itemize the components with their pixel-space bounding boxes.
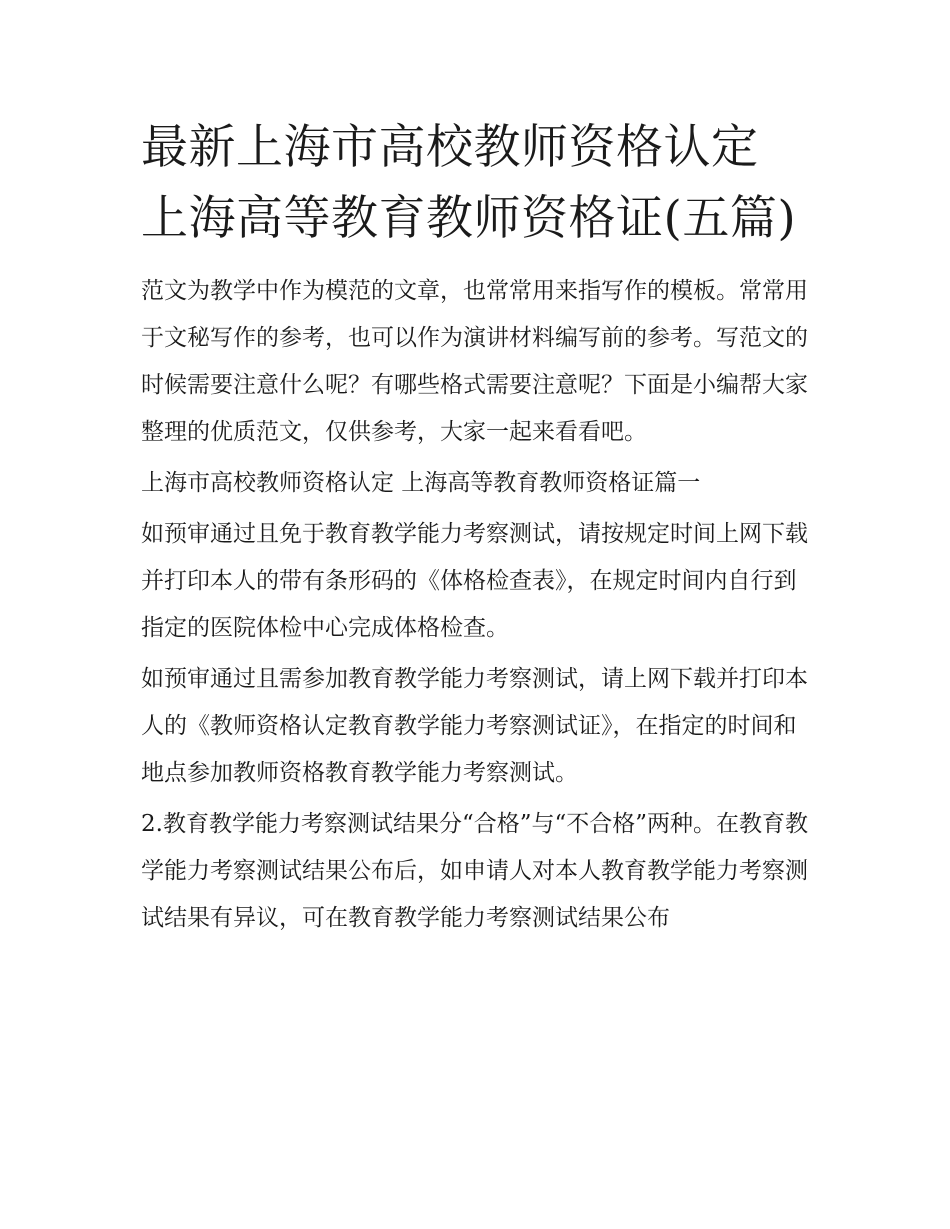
paragraph-exemption: 如预审通过且免于教育教学能力考察测试，请按规定时间上网下载并打印本人的带有条形码的《体格检查表》，在规定时间内自行到指定的医院体检中心完成体格检查。 xyxy=(141,521,808,641)
document-title: 最新上海市高校教师资格认定 上海高等教育教师资格证(五篇) xyxy=(141,120,797,246)
document-page xyxy=(141,112,813,946)
paragraph-test: 如预审通过且需参加教育教学能力考察测试，请上网下载并打印本人的《教师资格认定教育教学能力考察测试证》，在指定的时间和地点参加教师资格教育教学能力考察测试。 xyxy=(141,666,808,786)
section-heading: 上海市高校教师资格认定 上海高等教育教师资格证篇一 xyxy=(141,470,701,496)
paragraph-result: 2.教育教学能力考察测试结果分“合格”与“不合格”两种。在教育教学能力考察测试结果公布后，如申请人对本人教育教学能力考察测试结果有异议，可在教育教学能力考察测试结果公布 xyxy=(141,811,808,931)
intro-paragraph: 范文为教学中作为模范的文章，也常常用来指写作的模板。常常用于文秘写作的参考，也可以作为演讲材料编写前的参考。写范文的时候需要注意什么呢？有哪些格式需要注意呢？下面是小编帮大家整理的优质范文，仅供参考，大家一起来看看吧。 xyxy=(141,278,808,445)
